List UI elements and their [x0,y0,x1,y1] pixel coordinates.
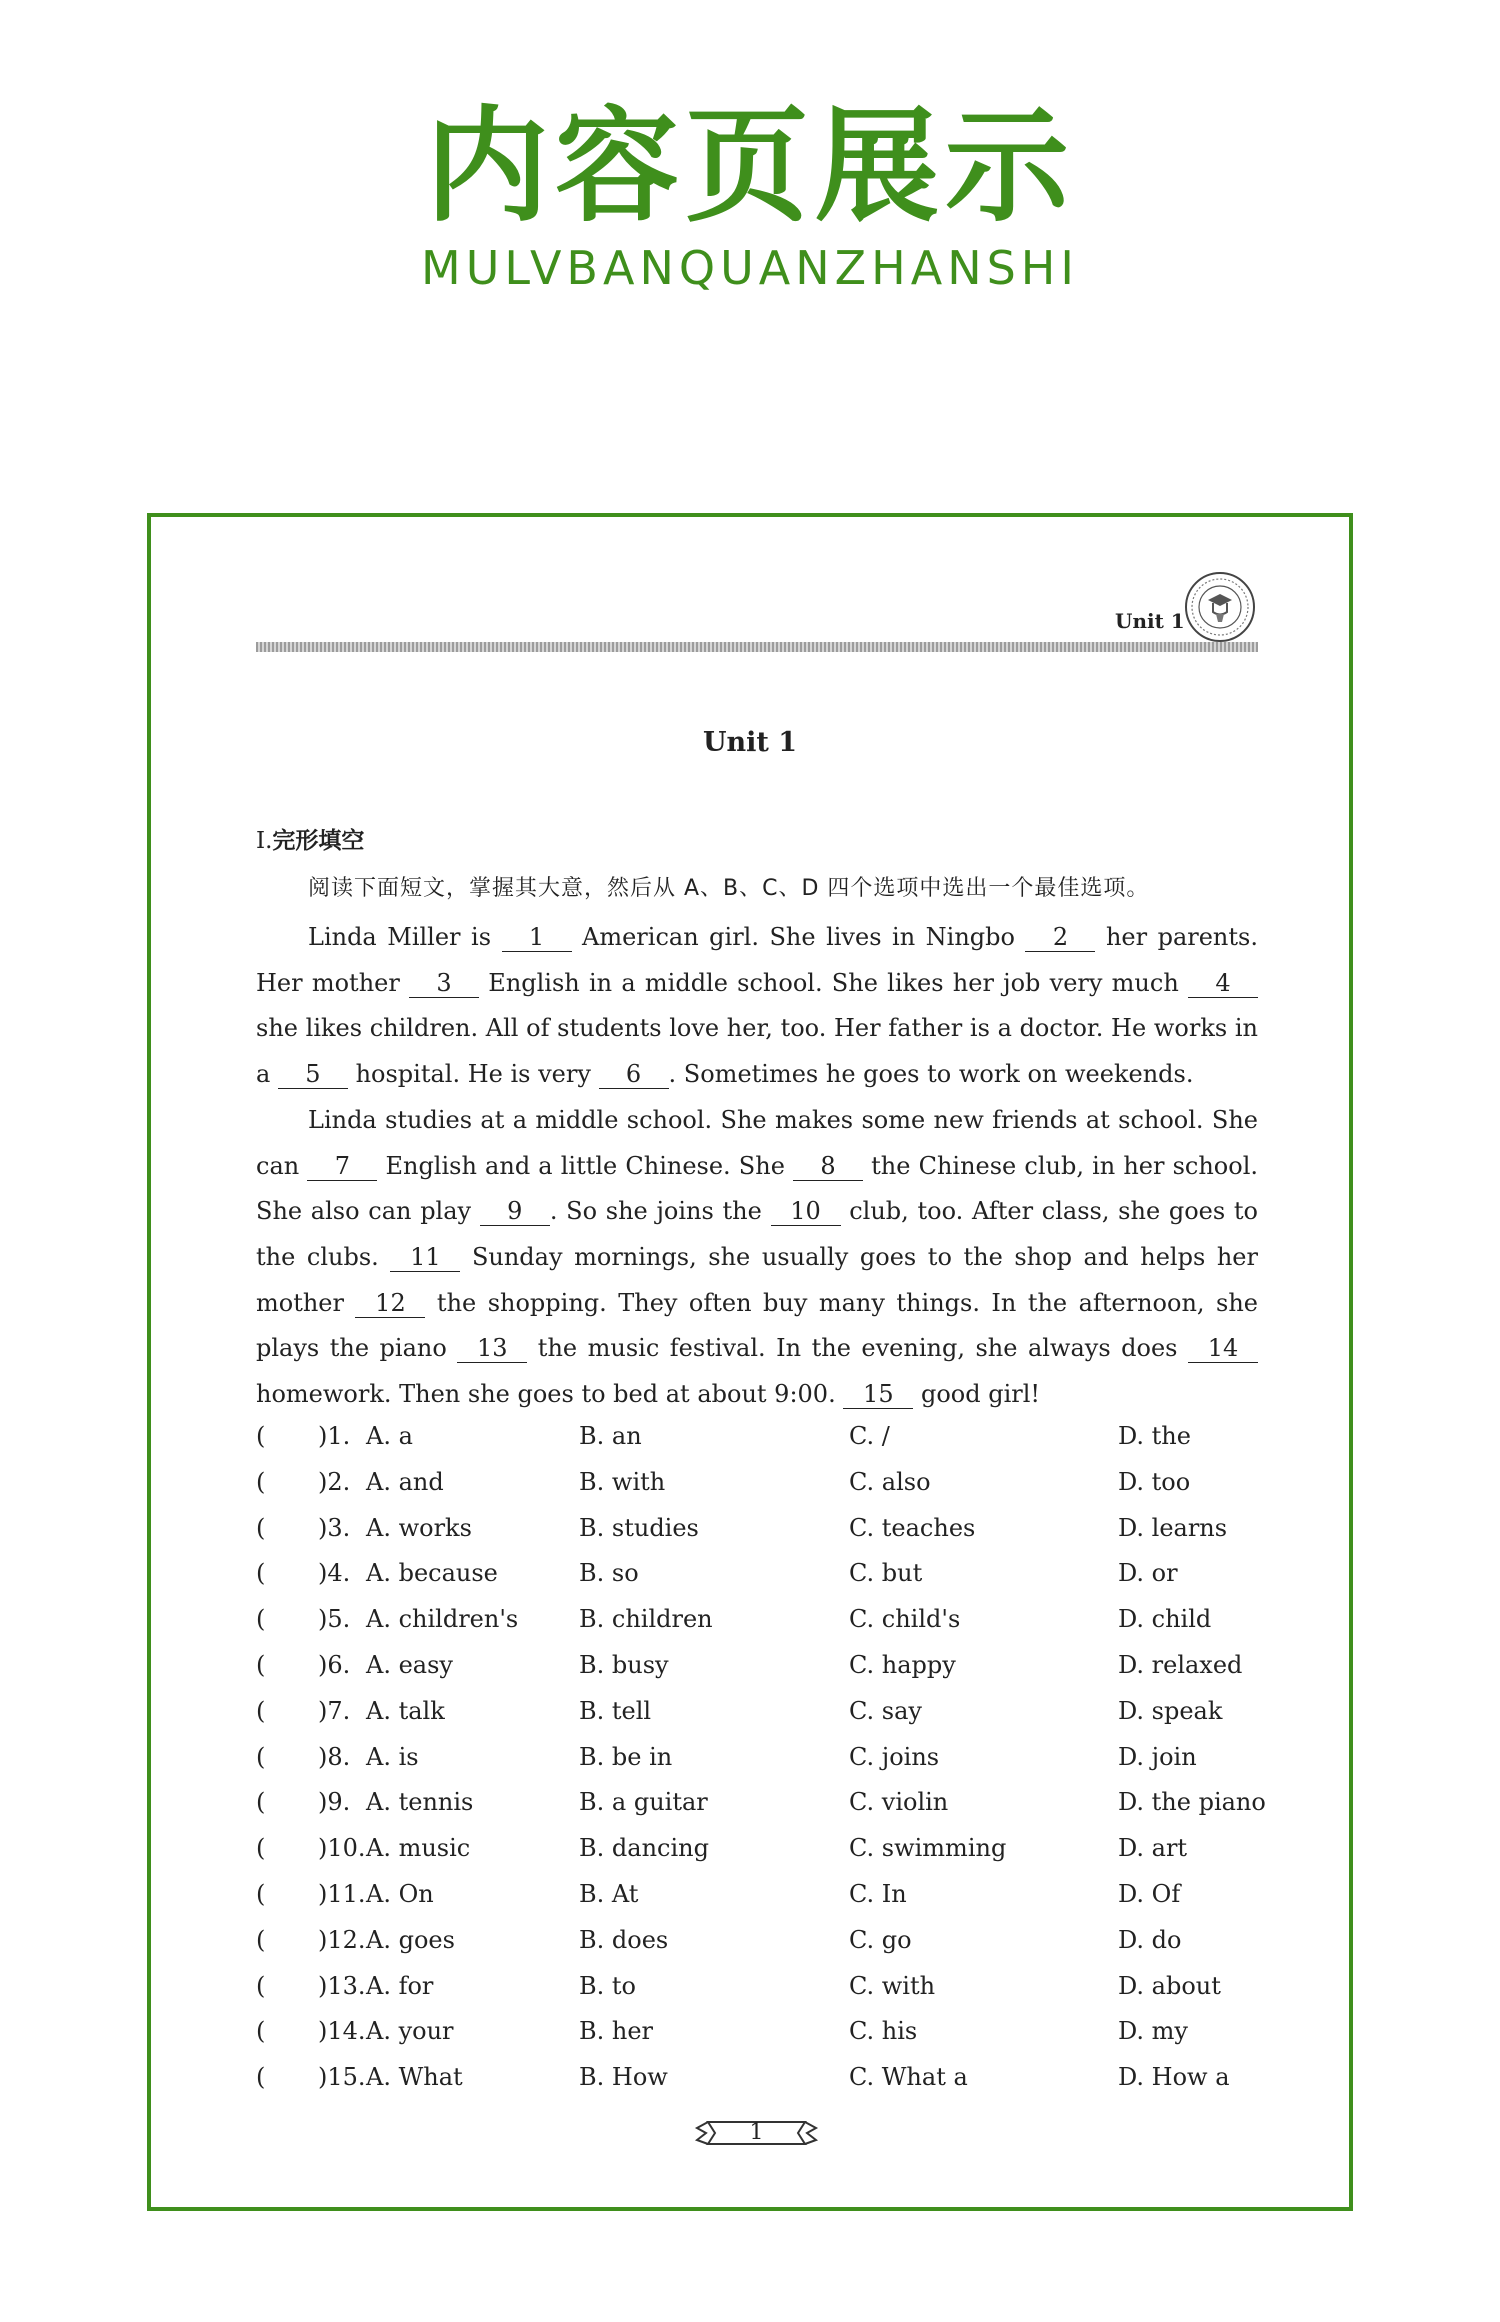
answer-paren: ( [256,1696,266,1725]
question-number: )15. [318,2063,366,2092]
question-number: )12. [318,1925,366,1954]
hero-subtitle: MULVBANQUANZHANSHI [421,241,1079,295]
option-b: B. with [579,1467,666,1496]
answer-paren: ( [256,1742,266,1771]
answer-paren: ( [256,1605,266,1634]
passage-text: American girl. She lives in Ningbo [571,923,1026,951]
question-number: )11. [318,1879,366,1908]
option-c: C. but [849,1559,923,1588]
question-row [256,1964,1258,2010]
passage-text: club, too. After class, she goes to the clubs. [256,1197,1259,1271]
answer-paren: ( [256,1971,266,2000]
option-b: B. be in [579,1742,673,1771]
option-b: B. a guitar [579,1788,708,1817]
blank-8: 8 [793,1152,863,1181]
option-a: A. talk [366,1696,445,1725]
option-d: D. do [1118,1925,1182,1954]
option-a: A. a [366,1422,413,1450]
question-row [256,1780,1266,1826]
cloze-passage [256,915,1258,1418]
answer-paren: ( [256,1513,266,1542]
passage-text: the music festival. In the evening, she always does [527,1334,1188,1363]
blank-10: 10 [771,1197,841,1226]
option-d: D. too [1118,1467,1191,1496]
option-a: A. What [366,2063,463,2092]
blank-11: 11 [390,1243,460,1272]
option-a: A. children's [366,1605,519,1634]
option-d: D. Of [1118,1879,1181,1908]
passage-text: . Sometimes he goes to work on weekends. [668,1060,1194,1089]
blank-9: 9 [480,1197,550,1226]
section-number: Ⅰ. [256,828,273,854]
question-row [256,1826,1258,1872]
passage-text: English and a little Chinese. She [377,1151,794,1180]
option-c: C. happy [849,1650,956,1679]
option-b: B. children [579,1605,713,1634]
option-b: B. to [579,1971,636,2000]
question-row [256,1414,1258,1460]
question-number: )14. [318,2017,366,2046]
blank-4: 4 [1188,969,1258,998]
option-b: B. an [579,1422,642,1450]
blank-7: 7 [307,1152,377,1181]
option-b: B. does [579,1925,669,1954]
question-number: )2. [318,1467,351,1496]
answer-options [256,1414,1266,2101]
question-row [256,1872,1258,1918]
question-number: )7. [318,1696,351,1725]
passage-text: good girl! [913,1380,1041,1409]
option-c: C. say [849,1696,922,1725]
passage-text: . So she joins the [549,1197,771,1226]
option-d: D. art [1118,1834,1188,1863]
passage-text: hospital. He is very [347,1060,599,1089]
option-c: C. with [849,1971,936,2000]
blank-14: 14 [1188,1334,1258,1363]
option-a: A. for [366,1971,434,2000]
option-c: C. child's [849,1605,961,1634]
answer-paren: ( [256,1925,266,1954]
question-row [256,1460,1258,1506]
question-row [256,2009,1258,2055]
unit-title: Unit 1 [702,727,798,758]
option-d: D. the [1118,1422,1191,1450]
question-number: )9. [318,1788,351,1817]
option-b: B. her [579,2017,654,2046]
option-d: D. How a [1118,2063,1230,2092]
option-a: A. easy [366,1650,453,1679]
passage-text: her parents. Her mother [256,923,1258,997]
page-number: 1 [749,2120,764,2145]
question-row [256,1689,1258,1735]
question-row [256,1551,1258,1597]
question-number: )4. [318,1559,351,1588]
section-title: 完形填空 [272,828,365,854]
school-emblem-icon [1183,570,1257,644]
option-d: D. the piano [1118,1788,1266,1817]
option-c: C. teaches [849,1513,976,1542]
running-head: Unit 1 [1115,609,1185,633]
question-row [256,2055,1258,2101]
passage-text: she likes children. All of students love her, too. Her father is a doctor. He works in a [256,1014,1258,1089]
blank-1: 1 [502,923,572,952]
hero-title: 内容页展示 [424,95,1075,239]
section-heading [256,822,364,855]
passage-text: Linda studies at a middle school. She makes some new friends at school. She can [256,1105,1258,1180]
option-b: B. busy [579,1650,669,1679]
option-b: B. dancing [579,1834,709,1863]
instruction-text: 阅读下面短文，掌握其大意，然后从 A、B、C、D 四个选项中选出一个最佳选项。 [308,876,1150,901]
passage-text: the shopping. They often buy many things. In the afternoon, she plays the piano [256,1288,1258,1363]
question-number: )5. [318,1605,351,1634]
question-number: )13. [318,1971,366,2000]
answer-paren: ( [256,1788,266,1817]
option-b: B. studies [579,1513,699,1542]
passage-text: homework. Then she goes to bed at about 9:00. [256,1380,844,1409]
passage-text: Linda Miller is [308,923,502,951]
option-b: B. so [579,1559,639,1588]
option-c: C. joins [849,1742,940,1771]
question-row [256,1506,1258,1552]
option-d: D. child [1118,1605,1212,1634]
blank-12: 12 [355,1289,425,1318]
option-a: A. your [366,2017,454,2046]
answer-paren: ( [256,2017,266,2046]
blank-6: 6 [599,1060,669,1089]
option-d: D. my [1118,2017,1188,2046]
answer-paren: ( [256,1559,266,1588]
answer-paren: ( [256,2063,266,2092]
passage-text: Sunday mornings, she usually goes to the shop and helps her mother [256,1242,1258,1317]
option-b: B. At [579,1879,639,1908]
option-a: A. because [366,1559,498,1588]
answer-paren: ( [256,1422,266,1450]
option-d: D. learns [1118,1513,1228,1542]
passage-text: English in a middle school. She likes her job very much [479,968,1188,997]
option-d: D. or [1118,1559,1178,1588]
question-row [256,1597,1258,1643]
answer-paren: ( [256,1650,266,1679]
option-a: A. On [366,1879,434,1908]
question-row [256,1735,1258,1781]
option-a: A. is [366,1742,419,1771]
question-number: )3. [318,1513,351,1542]
passage-text: the Chinese club, in her school. She also can play [256,1151,1258,1226]
answer-paren: ( [256,1467,266,1496]
option-d: D. join [1118,1742,1197,1771]
option-a: A. and [366,1467,444,1496]
running-head-rule [256,642,1258,652]
option-c: C. What a [849,2063,968,2092]
blank-3: 3 [409,969,479,998]
option-a: A. goes [366,1925,455,1954]
passage-paragraph-2 [256,1098,1258,1418]
option-a: A. tennis [366,1788,474,1817]
question-number: )6. [318,1650,351,1679]
blank-2: 2 [1025,923,1095,952]
option-d: D. about [1118,1971,1221,2000]
option-d: D. speak [1118,1696,1223,1725]
option-d: D. relaxed [1118,1650,1243,1679]
question-number: )8. [318,1742,351,1771]
passage-paragraph-1 [256,915,1258,1098]
answer-paren: ( [256,1879,266,1908]
option-c: C. swimming [849,1834,1007,1863]
question-row [256,1643,1258,1689]
option-c: C. go [849,1925,912,1954]
option-b: B. How [579,2063,668,2092]
blank-5: 5 [278,1060,348,1089]
question-number: )1. [318,1422,351,1450]
question-number: )10. [318,1834,366,1863]
option-b: B. tell [579,1696,652,1725]
option-c: C. also [849,1467,931,1496]
blank-13: 13 [457,1334,527,1363]
option-c: C. violin [849,1788,949,1817]
blank-15: 15 [843,1380,913,1409]
question-row [256,1918,1258,1964]
option-c: C. his [849,2017,918,2046]
option-a: A. works [366,1513,472,1542]
option-c: C. In [849,1879,907,1908]
option-a: A. music [366,1834,471,1863]
option-c: C. / [849,1422,890,1450]
answer-paren: ( [256,1834,266,1863]
